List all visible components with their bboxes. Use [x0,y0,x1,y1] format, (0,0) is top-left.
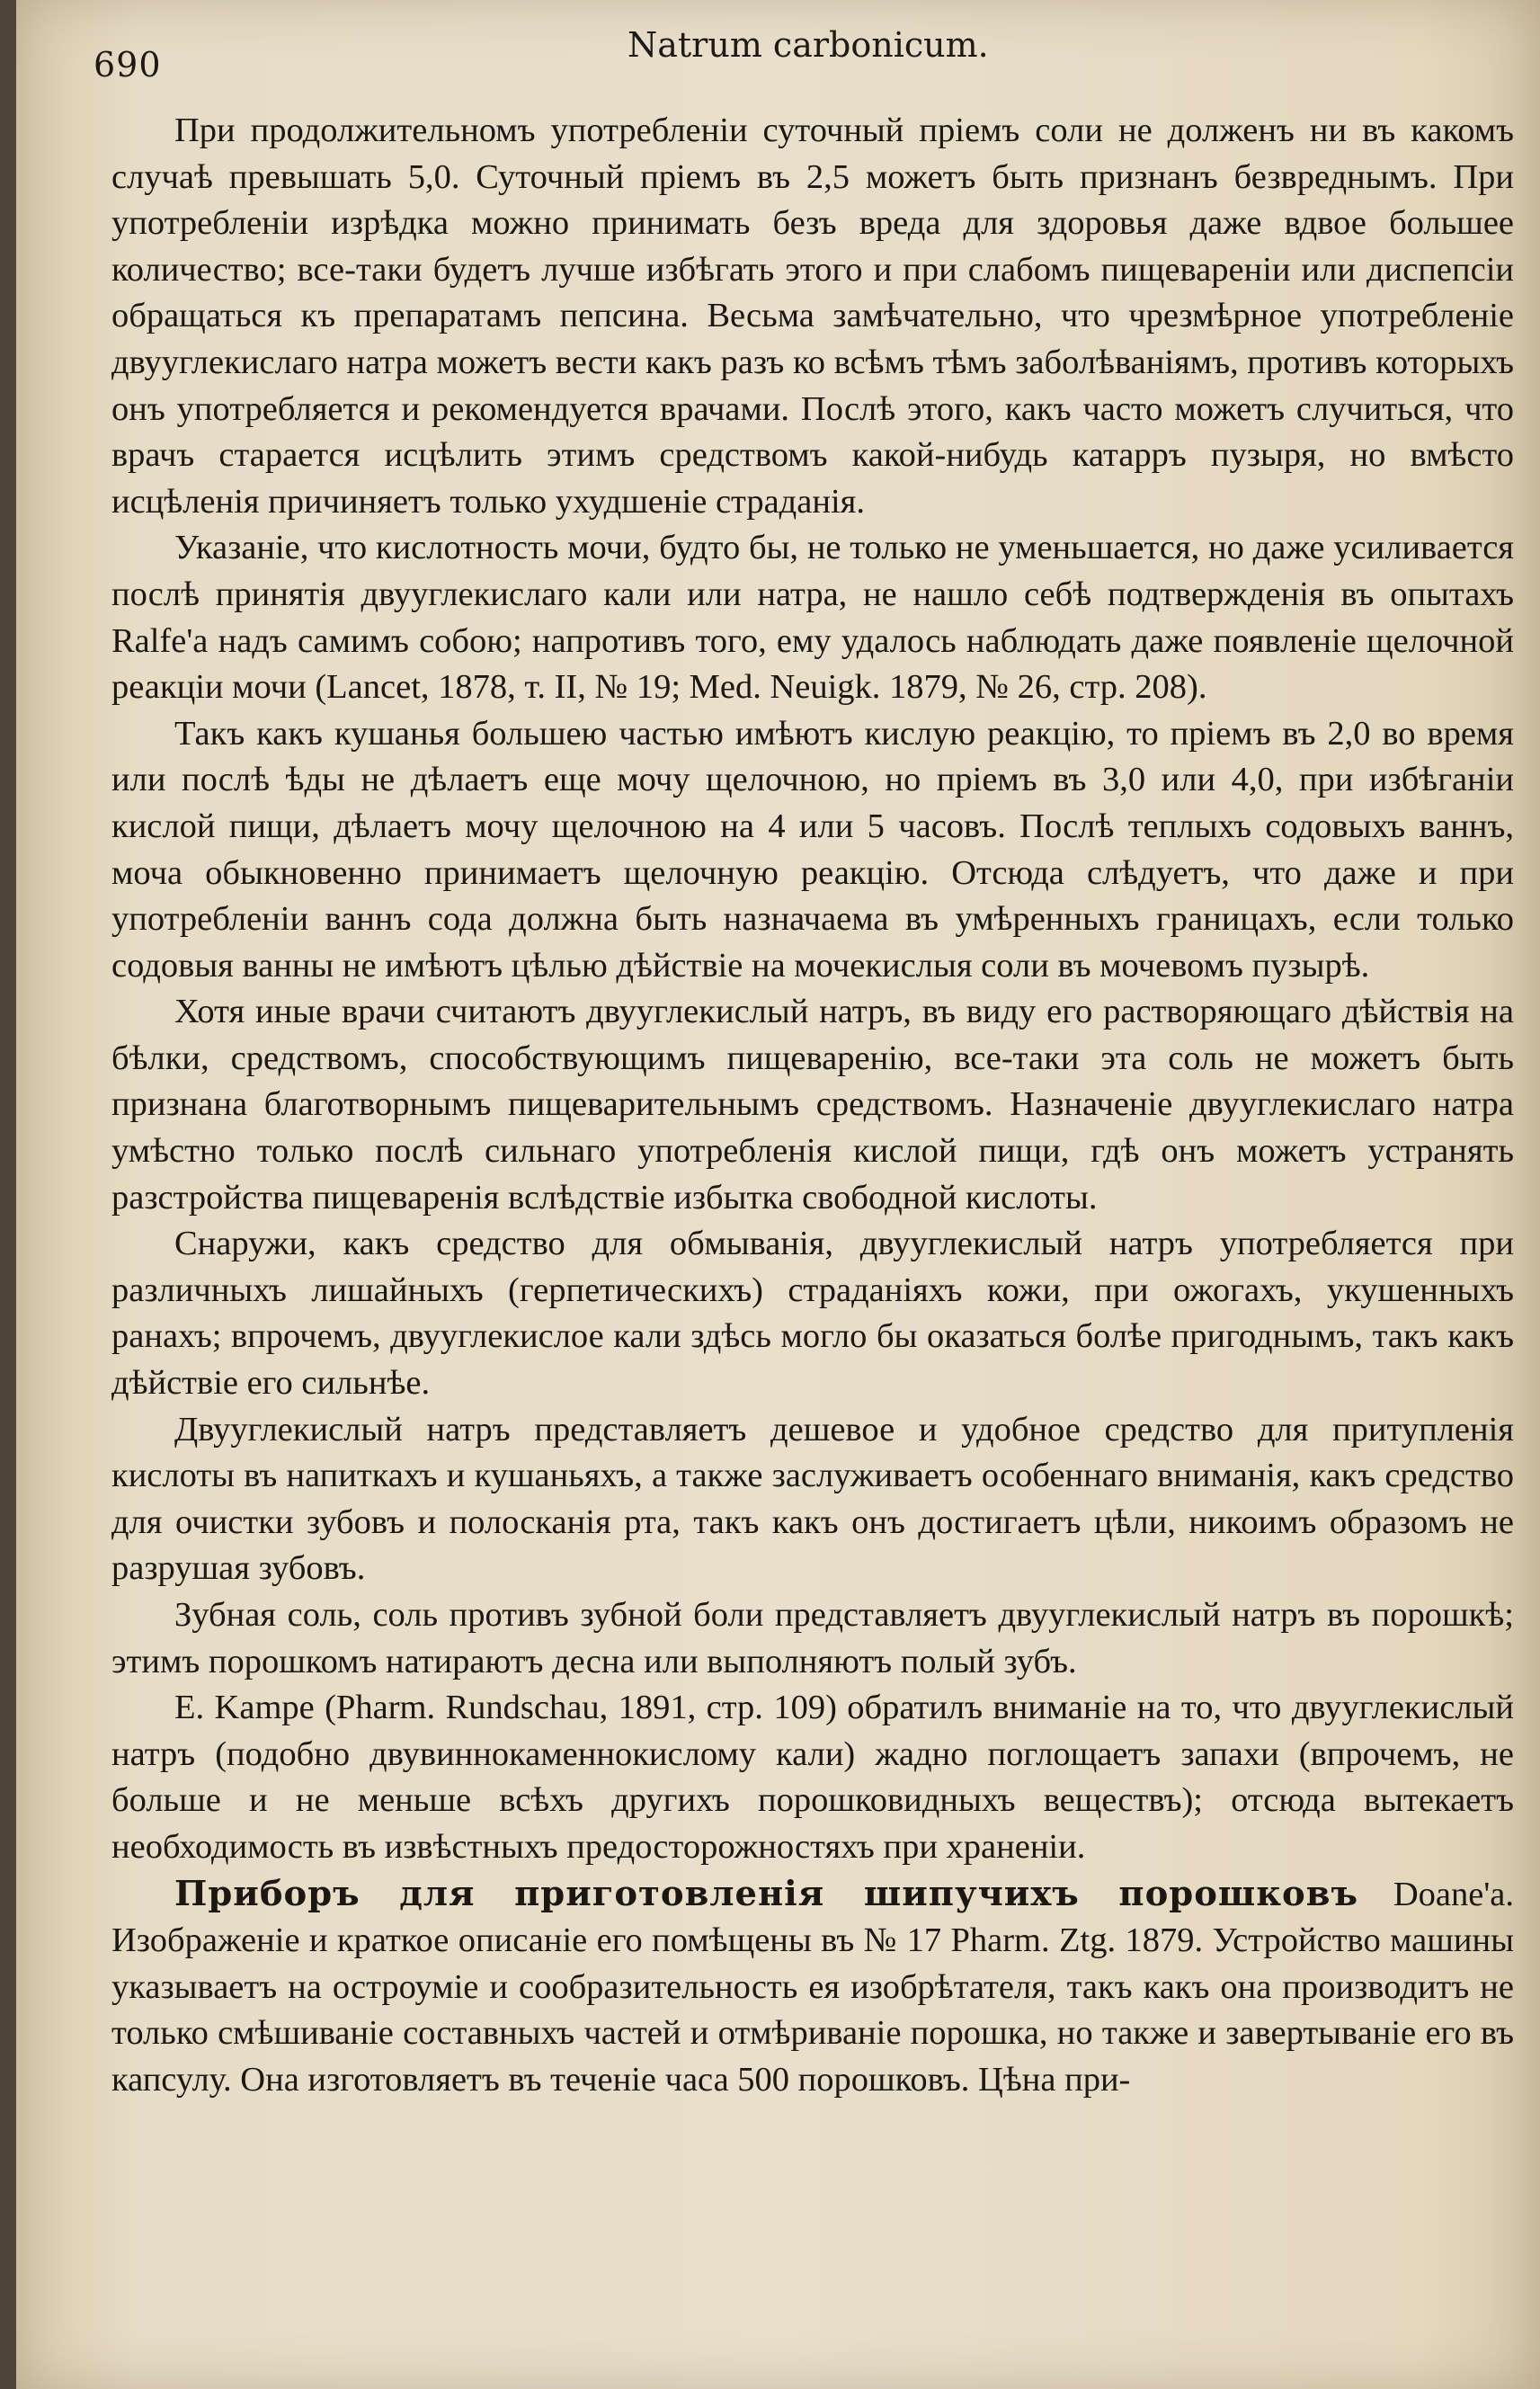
paragraph-kampe: E. Kampe (Pharm. Rundschau, 1891, стр. 109) обратилъ вниманіе на то, что двууглекислый натръ (подобно двувиннокаменнокислому кали) жадно поглощаетъ запахи (впрочемъ, не больше и не меньше всѣхъ другихъ порошковидныхъ веществъ); отсюда вытекаетъ необходимость въ извѣстныхъ предосторожностяхъ при храненіи. [111,1689,1514,1866]
page-number: 690 [93,45,162,85]
paragraph-neutralizing: Двууглекислый натръ представляетъ дешевое и удобное средство для притупленія кислоты въ напиткахъ и кушаньяхъ, а также заслуживаетъ особеннаго вниманія, какъ средство для очистки зубовъ и полосканія рта, такъ какъ онъ достигаетъ цѣли, никоимъ образомъ не разрушая зубовъ. [111,1410,1514,1588]
paragraph-powder-device [111,1871,1514,2104]
paragraph-tooth-salt: Зубная соль, соль противъ зубной боли представляетъ двууглекислый натръ въ порошкѣ; этимъ порошкомъ натираютъ десна или выполняютъ полый зубъ. [111,1596,1514,1680]
paragraph-dosage: При продолжительномъ употребленіи суточный пріемъ соли не долженъ ни въ какомъ случаѣ превышать 5,0. Суточный пріемъ въ 2,5 можетъ быть признанъ безвреднымъ. При употребленіи изрѣдка можно принимать безъ вреда для здоровья даже вдвое большее количество; все-таки будетъ лучше избѣгать этого и при слабомъ пищевареніи или диспепсіи обращаться къ препаратамъ пепсина. Весьма замѣчательно, что чрезмѣрное употребленіе двууглекислаго натра можетъ вести какъ разъ ко всѣмъ тѣмъ заболѣваніямъ, противъ которыхъ онъ употребляется и рекомендуется врачами. Послѣ этого, какъ часто можетъ случиться, что врачъ старается исцѣлить этимъ средствомъ какой-нибудь катарръ пузыря, но вмѣсто исцѣленія причиняетъ только ухудшеніе страданія. [111,111,1514,521]
paragraph-external-use: Снаружи, какъ средство для обмыванія, двууглекислый натръ употребляется при различныхъ лишайныхъ (герпетическихъ) страданіяхъ кожи, при ожогахъ, укушенныхъ ранахъ; впрочемъ, двууглекислое кали здѣсь могло бы оказаться болѣе пригоднымъ, такъ какъ дѣйствіе его сильнѣе. [111,1225,1514,1403]
paragraph-alkaline-urine: Такъ какъ кушанья большею частью имѣютъ кислую реакцію, то пріемъ въ 2,0 во время или послѣ ѣды не дѣлаетъ еще мочу щелочною, но пріемъ въ 3,0 или 4,0, при избѣганіи кислой пищи, дѣлаетъ мочу щелочною на 4 или 5 часовъ. Послѣ теплыхъ содовыхъ ваннъ, моча обыкновенно принимаетъ щелочную реакцію. Отсюда слѣдуетъ, что даже и при употребленіи ваннъ сода должна быть назначаема въ умѣренныхъ границахъ, если только содовыя ванны не имѣютъ цѣлью дѣйствіе на мочекислыя соли въ мочевомъ пузырѣ. [111,714,1514,985]
paragraph-heading: Приборъ для приготовленія шипучихъ порошковъ [174,1873,1359,1914]
paragraph-device-text: Doane'a. Изображеніе и краткое описаніе его помѣщены въ № 17 Pharm. Ztg. 1879. Устройство машины указываетъ на остроуміе и сообразительность ея изобрѣтателя, такъ какъ она производитъ не только смѣшиваніе составныхъ частей и отмѣриваніе порошка, но также и завертываніе его въ капсулу. Она изготовляетъ въ теченіе часа 500 порошковъ. Цѣна при- [111,1875,1514,2099]
book-page [16,0,1540,2389]
page-header [16,25,1540,85]
body-text [111,95,1514,2370]
paragraph-digestion: Хотя иные врачи считаютъ двууглекислый натръ, въ виду его растворяющаго дѣйствія на бѣлки, средствомъ, способствующимъ пищеваренію, все-таки эта соль не можетъ быть признана благотворнымъ пищеварительнымъ средствомъ. Назначеніе двууглекислаго натра умѣстно только послѣ сильнаго употребленія кислой пищи, гдѣ онъ можетъ устранять разстройства пищеваренія вслѣдствіе избытка свободной кислоты. [111,993,1514,1217]
paragraph-urine-acidity: Указаніе, что кислотность мочи, будто бы, не только не уменьшается, но даже усиливается послѣ принятія двууглекислаго кали или натра, не нашло себѣ подтвержденія въ опытахъ Ralfe'а надъ самимъ собою; напротивъ того, ему удалось наблюдать даже появленіе щелочной реакціи мочи (Lancet, 1878, т. II, № 19; Med. Neuigk. 1879, № 26, стр. 208). [111,529,1514,707]
running-title: Natrum carbonicum. [628,25,989,65]
